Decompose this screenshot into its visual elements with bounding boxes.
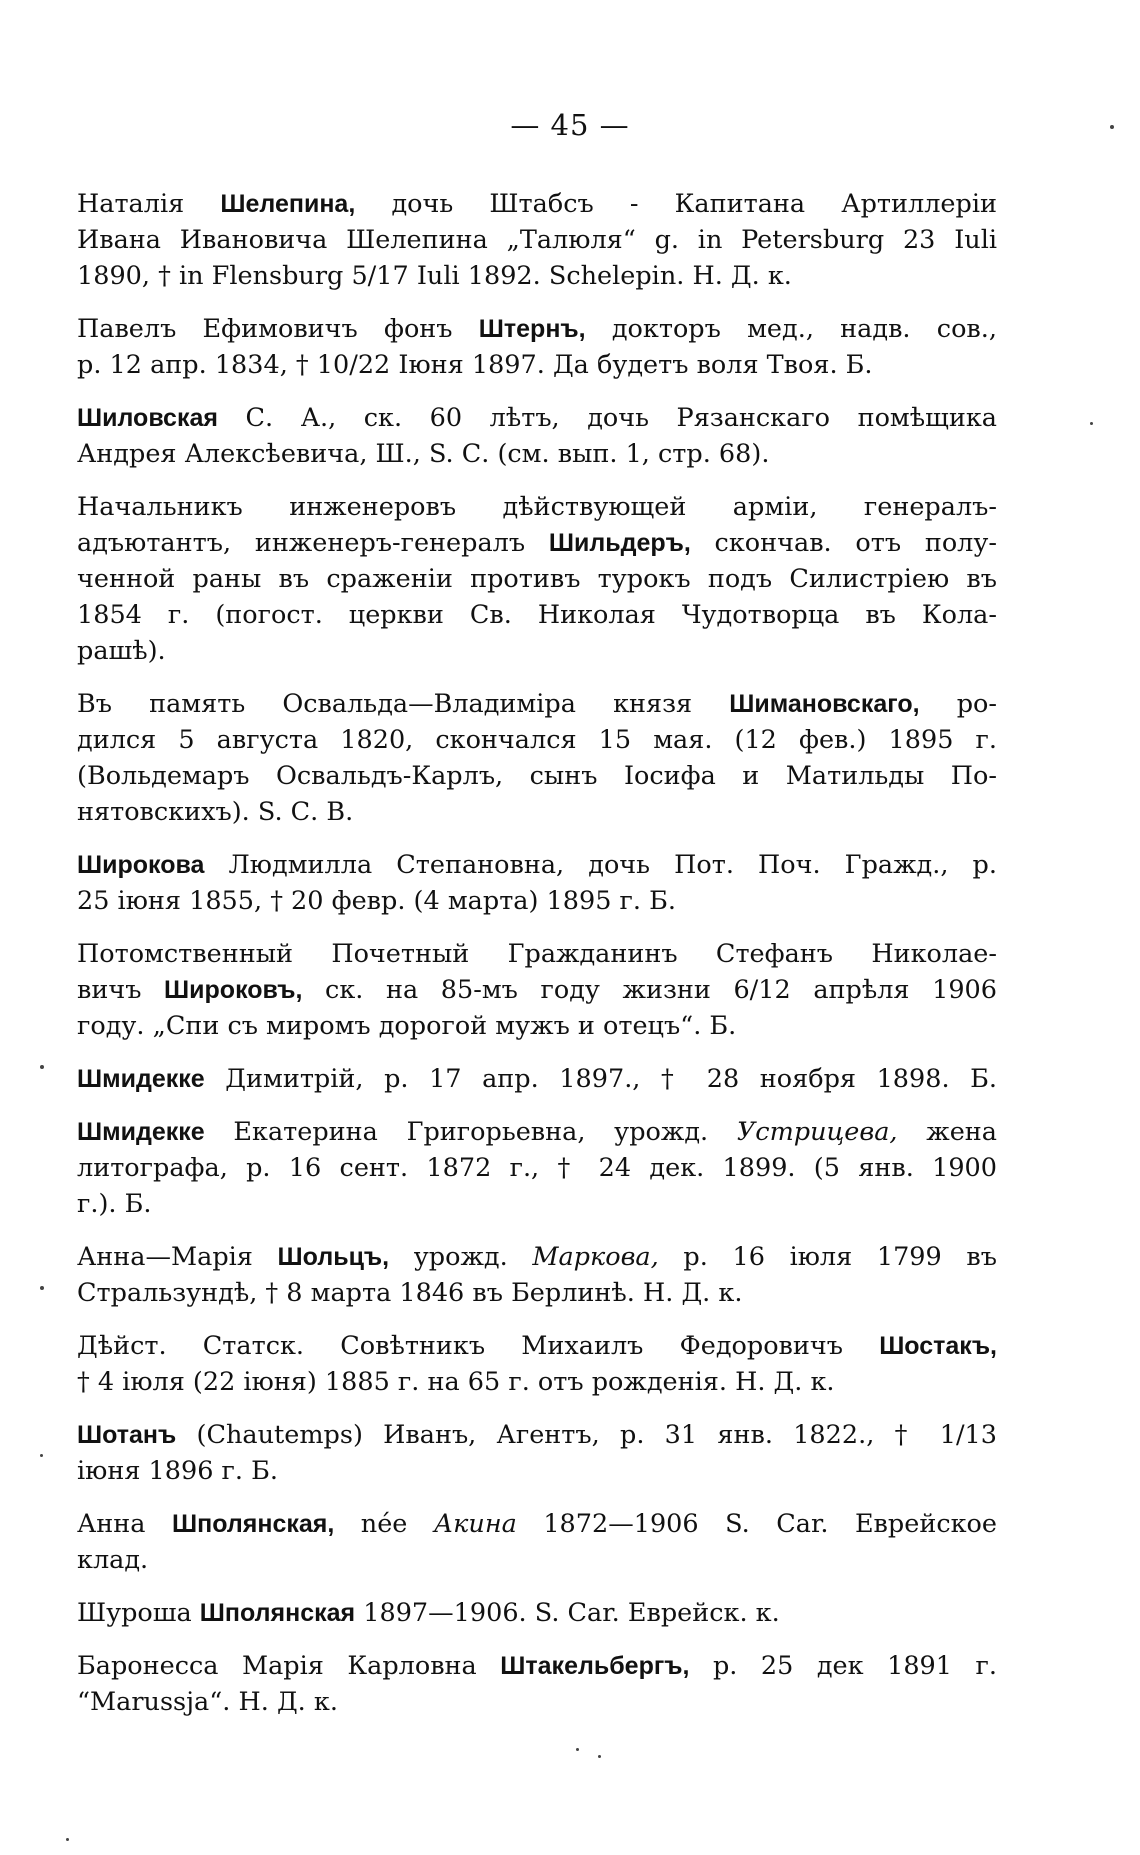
scan-speck [576,1748,579,1751]
page-number: — 45 — [510,108,630,142]
entry-text: Анна [77,1509,172,1539]
register-entry [77,400,997,472]
scan-speck [1110,125,1114,129]
entry-text: дочь Штабсъ - Капитана Артиллеріи [355,189,997,219]
entry-line [77,1542,997,1578]
entry-line [77,847,997,883]
register-entry [77,1648,997,1720]
entry-line [77,489,997,525]
entry-line [77,186,997,222]
entry-text: С. А., ск. 60 лѣтъ, дочь Рязанскаго помѣщика [217,403,997,433]
surname: Шостакъ, [879,1332,997,1360]
entry-line [77,347,997,383]
entry-text: ченной раны въ сраженіи противъ турокъ подъ Силистріею въ [77,564,997,594]
entry-line [77,222,997,258]
entry-line [77,597,997,633]
entry-line [77,1364,997,1400]
entry-text: р. 16 іюля 1799 въ [658,1242,997,1272]
surname: Штакельбергъ, [500,1652,690,1680]
entry-text: р. 12 апр. 1834, † 10/22 Іюня 1897. Да будетъ воля Твоя. Б. [77,350,873,380]
entry-text: Анна—Марія [77,1242,278,1272]
surname: Шполянская, [172,1510,335,1538]
maiden-name: Маркова, [532,1242,659,1272]
register-entry [77,686,997,830]
entry-text: Людмилла Степановна, дочь Пот. Поч. Гражд., р. [204,850,997,880]
surname: Шполянская [199,1599,356,1627]
entry-text: Шуроша [77,1598,200,1628]
entry-text: ск. на 85-мъ году жизни 6/12 апрѣля 1906 [302,975,998,1005]
entry-text: † 4 іюля (22 іюня) 1885 г. на 65 г. отъ рожденія. Н. Д. к. [77,1367,835,1397]
entry-line [77,1328,997,1364]
maiden-name: Акина [433,1509,517,1539]
entry-text: (Вольдемаръ Освальдъ-Карлъ, сынъ Іосифа и Матильды По- [77,761,997,791]
register-entry [77,1506,997,1578]
entry-text: née [334,1509,434,1539]
entry-line [77,1595,997,1631]
entry-line [77,1453,997,1489]
entry-text: докторъ мед., надв. сов., [585,314,997,344]
scan-speck [40,1065,44,1069]
scan-speck [40,1454,43,1457]
entry-text: Наталія [77,189,221,219]
entry-text: урожд. [389,1242,533,1272]
entry-text: вичъ [77,975,165,1005]
register-entry [77,847,997,919]
entry-line [77,1275,997,1311]
register-entry [77,936,997,1044]
entry-text: р. 25 дек 1891 г. [689,1651,997,1681]
surname: Штернъ, [478,315,586,343]
entry-line [77,972,997,1008]
register-entry [77,311,997,383]
entry-line [77,258,997,294]
entry-text: рашѣ). [77,636,166,666]
entry-line [77,400,997,436]
entry-text: ро- [919,689,997,719]
entry-line [77,561,997,597]
surname: Шотанъ [77,1421,177,1449]
register-entry [77,1061,997,1097]
surname: Шмидекке [77,1065,205,1093]
entry-text: клад. [77,1545,149,1575]
surname: Шиловская [77,404,218,432]
entry-line [77,1114,997,1150]
entry-text: Стральзундѣ, † 8 марта 1846 въ Берлинѣ. Н. Д. к. [77,1278,743,1308]
entry-line [77,1417,997,1453]
entry-line [77,525,997,561]
entry-text: іюня 1896 г. Б. [77,1456,278,1486]
entry-line [77,1648,997,1684]
scan-speck [66,1838,69,1841]
entry-text: Димитрій, р. 17 апр. 1897., † 28 ноября 1898. Б. [204,1064,997,1094]
entry-text: “Marussja“. Н. Д. к. [77,1687,338,1717]
entry-line [77,758,997,794]
entry-line [77,1684,997,1720]
entry-text: Баронесса Марія Карловна [77,1651,501,1681]
entry-line [77,1150,997,1186]
entry-line [77,794,997,830]
surname: Шильдеръ, [548,529,691,557]
register-entry [77,186,997,294]
entry-line [77,436,997,472]
entry-line [77,936,997,972]
entry-text: Въ память Освальда—Владиміра князя [77,689,730,719]
entry-text: скончав. отъ полу- [690,528,997,558]
register-entry [77,1417,997,1489]
entry-text: Дѣйст. Статск. Совѣтникъ Михаилъ Федоровичъ [77,1331,880,1361]
entry-line [77,1008,997,1044]
maiden-name: Устрицева, [736,1117,898,1147]
surname: Шелепина, [220,190,356,218]
register-entry [77,489,997,669]
entry-line [77,311,997,347]
entry-line [77,1186,997,1222]
entry-text: Павелъ Ефимовичъ фонъ [77,314,479,344]
scan-speck [40,1286,44,1290]
entry-text: Потомственный Почетный Гражданинъ Стефанъ Николае- [77,939,997,969]
entry-text: Андрея Алексѣевича, Ш., S. С. (см. вып. 1, стр. 68). [77,439,770,469]
entry-text: нятовскихъ). S. С. В. [77,797,354,827]
entry-text: 1897—1906. S. Car. Еврейск. к. [355,1598,780,1628]
entry-text: 1890, † in Flensburg 5/17 Iuli 1892. Schelepin. Н. Д. к. [77,261,792,291]
entry-text: Екатерина Григорьевна, урожд. [204,1117,737,1147]
surname: Шольцъ, [277,1243,390,1271]
entries-list [77,186,997,1737]
entry-line [77,722,997,758]
surname: Широковъ, [164,976,303,1004]
entry-text: 1872—1906 S. Car. Еврейское [516,1509,997,1539]
surname: Широкова [77,851,205,879]
entry-line [77,1506,997,1542]
scan-speck [598,1755,601,1758]
entry-text: дился 5 августа 1820, скончался 15 мая. (12 фев.) 1895 г. [77,725,997,755]
register-entry [77,1114,997,1222]
entry-line [77,1061,997,1097]
entry-text: литографа, р. 16 сент. 1872 г., † 24 дек. 1899. (5 янв. 1900 [77,1153,997,1183]
entry-text: (Chautemps) Иванъ, Агентъ, р. 31 янв. 1822., † 1/13 [176,1420,997,1450]
entry-text: Начальникъ инженеровъ дѣйствующей арміи, генералъ- [77,492,997,522]
entry-text: жена [897,1117,997,1147]
entry-text: адъютантъ, инженеръ-генералъ [77,528,549,558]
entry-text: 1854 г. (погост. церкви Св. Николая Чудотворца въ Кола- [77,600,997,630]
entry-text: году. „Спи съ миромъ дорогой мужъ и отецъ“. Б. [77,1011,737,1041]
register-entry [77,1328,997,1400]
surname: Шимановскаго, [729,690,920,718]
entry-line [77,633,997,669]
entry-text: Ивана Ивановича Шелепина „Талюля“ g. in Petersburg 23 Iuli [77,225,997,255]
entry-line [77,1239,997,1275]
register-entry [77,1239,997,1311]
entry-line [77,883,997,919]
register-entry [77,1595,997,1631]
entry-text: 25 іюня 1855, † 20 февр. (4 марта) 1895 г. Б. [77,886,676,916]
scan-speck [1090,422,1093,425]
surname: Шмидекке [77,1118,205,1146]
entry-text: г.). Б. [77,1189,152,1219]
entry-line [77,686,997,722]
